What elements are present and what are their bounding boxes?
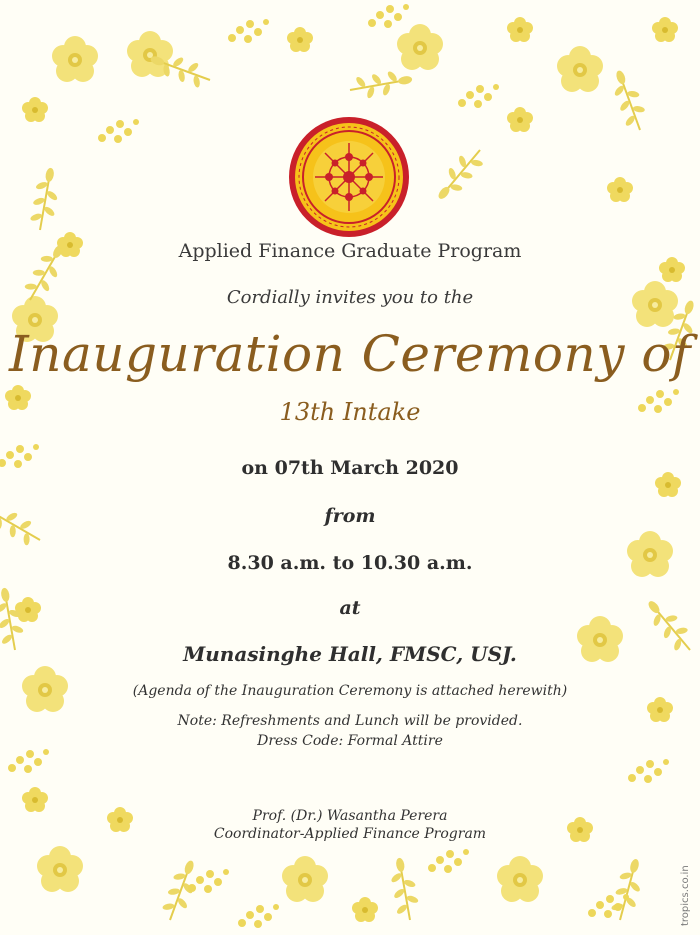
dress-code: Dress Code: Formal Attire bbox=[257, 733, 443, 749]
event-time: 8.30 a.m. to 10.30 a.m. bbox=[227, 552, 473, 574]
from-label: from bbox=[324, 505, 376, 527]
at-label: at bbox=[339, 597, 361, 619]
event-venue: Munasinghe Hall, FMSC, USJ. bbox=[183, 642, 517, 666]
signatory-role: Coordinator-Applied Finance Program bbox=[213, 826, 487, 842]
refreshments-note: Note: Refreshments and Lunch will be provided. bbox=[177, 713, 523, 729]
program-name: Applied Finance Graduate Program bbox=[178, 240, 522, 262]
agenda-note: (Agenda of the Inauguration Ceremony is attached herewith) bbox=[132, 683, 568, 699]
signatory-name: Prof. (Dr.) Wasantha Perera bbox=[252, 808, 448, 824]
invite-line: Cordially invites you to the bbox=[226, 287, 474, 308]
event-date: on 07th March 2020 bbox=[241, 457, 459, 479]
ceremony-title: Inauguration Ceremony of bbox=[9, 325, 691, 383]
watermark-text: tropics.co.in bbox=[680, 865, 691, 926]
intake-label: 13th Intake bbox=[279, 398, 421, 426]
